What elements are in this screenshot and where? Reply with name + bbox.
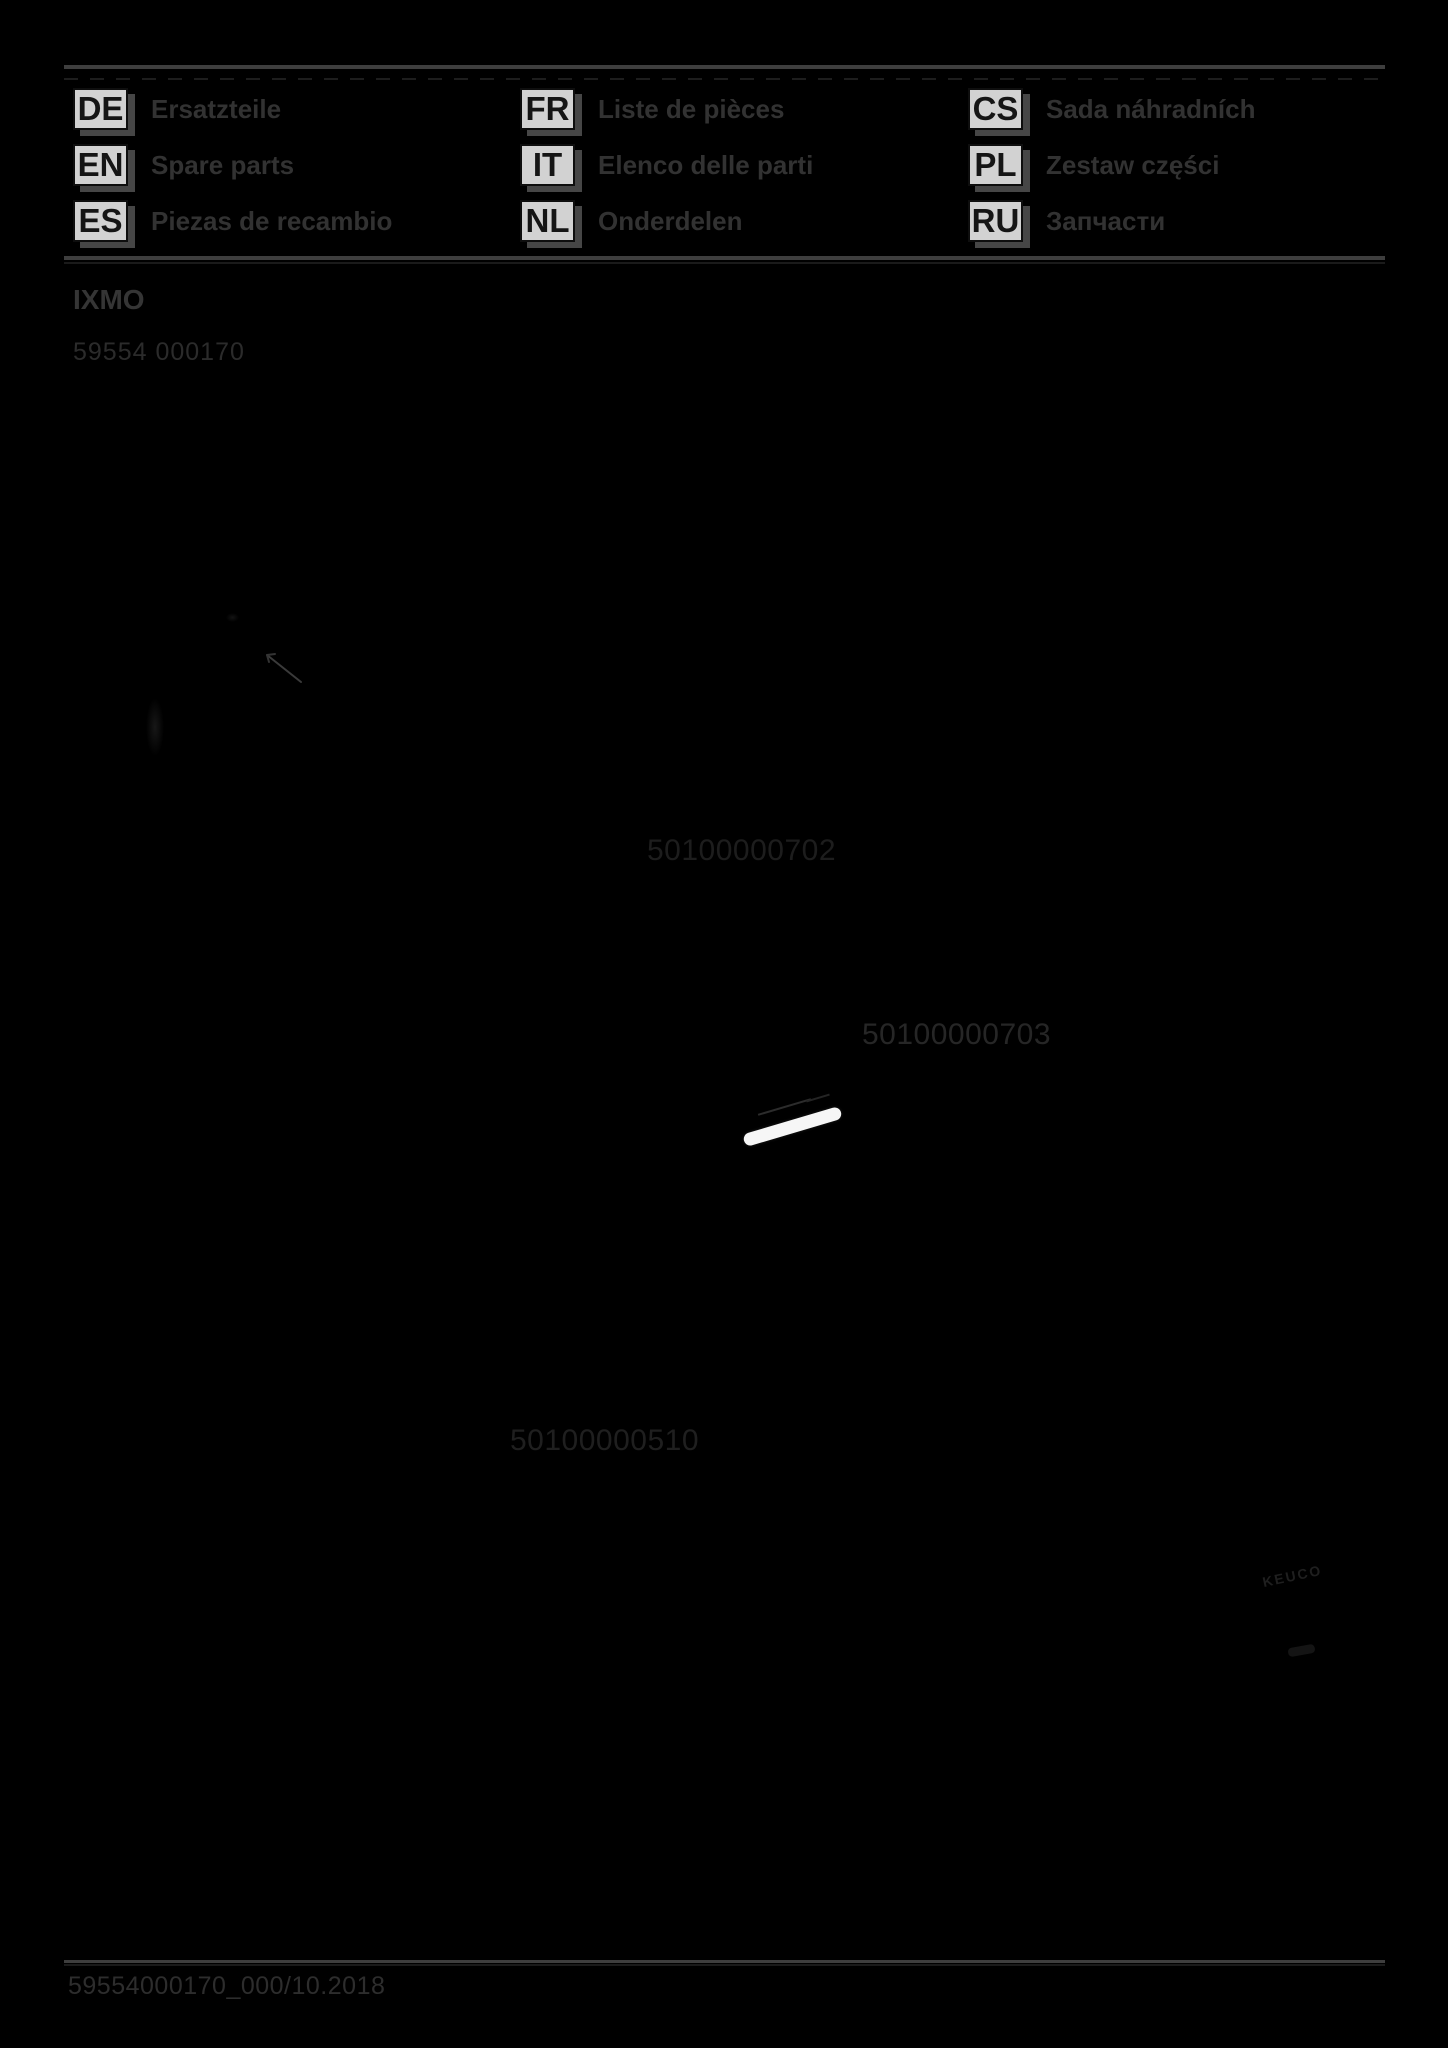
- lang-label-pl: Zestaw części: [1046, 149, 1220, 180]
- lang-label-ru: Запчасти: [1046, 205, 1166, 236]
- lang-badge-pl: PL: [968, 144, 1023, 186]
- lang-label-nl: Onderdelen: [598, 205, 743, 236]
- product-article-number: 59554 000170: [73, 338, 245, 366]
- lang-row-fr: [520, 88, 784, 130]
- lang-row-ru: [968, 200, 1165, 242]
- header-top-dashed-rule: [64, 78, 1385, 80]
- lang-label-es: Piezas de recambio: [151, 205, 393, 236]
- lang-badge-en: EN: [73, 144, 128, 186]
- lang-row-de: [73, 88, 281, 130]
- lang-row-pl: [968, 144, 1219, 186]
- faint-handle-mark: [1287, 1644, 1315, 1658]
- brand-etching-text: KEUCO: [1260, 1561, 1324, 1591]
- highlighted-cartridge-part: [742, 1106, 843, 1147]
- lang-row-it: [520, 144, 813, 186]
- lang-badge-it: IT: [520, 144, 575, 186]
- leader-arrow-icon: [255, 643, 315, 695]
- lang-badge-cs: CS: [968, 88, 1023, 130]
- lang-label-fr: Liste de pièces: [598, 93, 785, 124]
- lang-row-es: [73, 200, 392, 242]
- lang-label-cs: Sada náhradních: [1046, 93, 1256, 124]
- document-id: 59554000170_000/10.2018: [68, 1972, 386, 2000]
- part-number-510: 50100000510: [510, 1424, 700, 1457]
- lang-row-cs: [968, 88, 1256, 130]
- lang-badge-fr: FR: [520, 88, 575, 130]
- lang-row-nl: [520, 200, 742, 242]
- header-bottom-rule: [64, 256, 1385, 260]
- part-number-703: 50100000703: [862, 1018, 1052, 1051]
- lang-label-de: Ersatzteile: [151, 93, 282, 124]
- lang-badge-de: DE: [73, 88, 128, 130]
- lang-badge-ru: RU: [968, 200, 1023, 242]
- lang-row-en: [73, 144, 294, 186]
- lang-label-en: Spare parts: [151, 149, 295, 180]
- header-top-rule: [64, 65, 1385, 69]
- etched-text-mark: [758, 1098, 811, 1116]
- lang-badge-nl: NL: [520, 200, 575, 242]
- lang-label-it: Elenco delle parti: [598, 149, 814, 180]
- part-number-702: 50100000702: [647, 834, 837, 867]
- footer-rule: [64, 1960, 1385, 1963]
- faint-diagram-dot: [226, 613, 239, 622]
- lang-badge-es: ES: [73, 200, 128, 242]
- product-name: IXMO: [73, 284, 145, 315]
- header-bottom-rule-shadow: [64, 262, 1385, 264]
- footer-rule-shadow: [64, 1964, 1385, 1966]
- faint-diagram-edge: [146, 698, 164, 756]
